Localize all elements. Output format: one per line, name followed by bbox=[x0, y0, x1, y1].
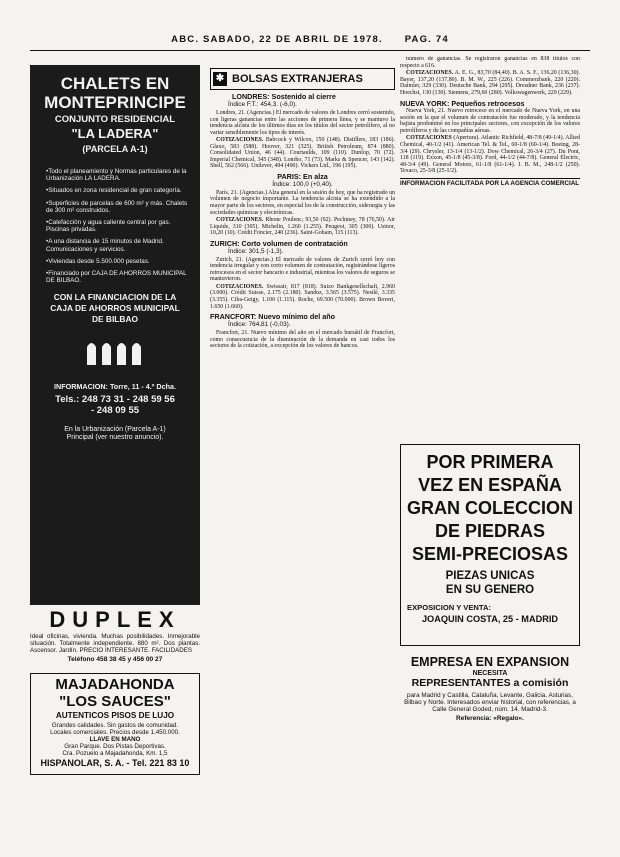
quotes-label: COTIZACIONES. bbox=[216, 283, 264, 290]
london-quotes: Babcock y Wilcox, 150 (148). Distillers, 183 (186). Glaxo, 583 (588). Hoover, 321 (325). British Petroleum, 874 (880). Consolidated Union, 46 (44). Courtaulds, 109 (110). Dunlop, 70 (72). Imperial Chemical, 345 (348). Lonrho, 71 (73). Marks & Spencer, 143 (142). Shell, 562 (566). Unilever, 494 (490). Vickers Ltd., 196 (195). bbox=[210, 137, 395, 170]
page-header bbox=[0, 34, 620, 50]
paris-headline: PARIS: En alza bbox=[277, 171, 328, 181]
agency-credit: INFORMACION FACILITADA POR LA AGENCIA COMERCIAL bbox=[400, 179, 580, 187]
stones-line-4: DE PIEDRAS bbox=[434, 521, 546, 541]
london-headline: LONDRES: Sostenido al cierre bbox=[232, 92, 336, 101]
sauces-company: HISPANOLAR, S. A. - Tel. 221 83 10 bbox=[40, 758, 190, 769]
list-item: • Superficies de parcelas de 600 m² y más. Chalets de 300 m² construidos. bbox=[46, 200, 190, 214]
stones-line-3: GRAN COLECCION bbox=[407, 498, 573, 518]
expansion-title: EMPRESA EN EXPANSION bbox=[410, 655, 570, 669]
expansion-text: para Madrid y Castilla, Cataluña, Levante, Galicia, Asturias, Bilbao y Norte. Interesados enviar historial, con referencias, a Calle General Goded, núm. 14. Madrid-3. bbox=[404, 692, 576, 714]
header-rule bbox=[30, 50, 590, 51]
sauces-town: MAJADAHONDA bbox=[55, 676, 175, 693]
list-item: • Todo el planeamiento y Normas particulares de la Urbanización LA LADERA. bbox=[46, 168, 190, 182]
zurich-body bbox=[210, 257, 395, 310]
newyork-quotes: (Apertura). Atlantic Richfield, 48-7/8 (49-1/4). Allied Chemical, 40-1/2 (41). American Tel. & Tel., 60-1/8 (60-1/4). Boeing, 28-3/4 (29). Chrysler, 13-1/4 (13-1/2). Dow Chemical, 26-3/4 (27). Du Pont, 118 (119). Exxon, 45-1/8 (45-3/8). Ford, 44-1/2 (44-7/8). General Electric, 48-3/4 (49). General Motors, 61-1/8 (61-1/4). I. B. M., 248-1/2 (250). Texaco, 25-3/8 (25-1/2). bbox=[400, 135, 580, 175]
stones-address: JOAQUIN COSTA, 25 - MADRID bbox=[421, 614, 559, 624]
frankfort-headline: FRANCFORT: Nuevo mínimo del año bbox=[210, 312, 335, 322]
stones-line-2: VEZ EN ESPAÑA bbox=[418, 475, 562, 495]
page-number: PAG. 74 bbox=[404, 34, 449, 45]
stones-line-1: POR PRIMERA bbox=[426, 452, 554, 472]
chalets-ad bbox=[30, 65, 200, 605]
london-index: Índice F.T.: 454,3. (-6,0). bbox=[228, 101, 297, 108]
list-item: • Calefacción y agua caliente central por gas. Piscinas privadas. bbox=[46, 219, 190, 233]
chalets-title: CHALETS EN bbox=[60, 74, 170, 93]
chalets-bullet-list bbox=[46, 168, 190, 284]
paris-text: París, 21. (Agencias.) Alza general en la sesión de hoy, que ha registrado un volumen de negocio importante. La tendencia alcista se ha extendido a la mayor parte de los sectores, en especial los de la construcción, siderurgia y las sociedades químicas y electrónicas. bbox=[210, 189, 395, 216]
frankfort-continued bbox=[400, 56, 580, 96]
chalets-site: En la Urbanización (Parcela A-1) bbox=[64, 426, 166, 434]
expansion-ad bbox=[400, 655, 580, 775]
zurich-index: Índice: 301,5 (-1,3). bbox=[228, 247, 284, 255]
header-date: ABC. SABADO, 22 DE ABRIL DE 1978. bbox=[171, 34, 383, 45]
bolsas-column-right bbox=[400, 56, 580, 436]
stones-line-7: EN SU GENERO bbox=[445, 584, 535, 596]
sauces-ad bbox=[30, 673, 200, 775]
paris-quotes: Rhone Poulenc, 93,50 (92). Pechiney, 78 (76,50). Air Liquide, 310 (305). Michelin, 1.260 (1.255). Peugeot, 305 (300). Usinor, 10,20 (10). Crédit Foncier, 240 (236). Saint-Gobain, 115 (113). bbox=[210, 217, 395, 237]
frankfort-body bbox=[210, 330, 395, 350]
sauces-subtitle: AUTENTICOS PISOS DE LUJO bbox=[55, 711, 175, 720]
duplex-title: DUPLEX bbox=[49, 608, 181, 632]
london-body bbox=[210, 110, 395, 170]
quotes-label: COTIZACIONES. bbox=[406, 70, 454, 77]
stones-line-6: PIEZAS UNICAS bbox=[445, 570, 535, 582]
quotes-label: COTIZACIONES. bbox=[216, 217, 264, 224]
duplex-phone: Teléfono 458 38 45 y 456 00 27 bbox=[67, 655, 163, 663]
duplex-text: Ideal oficinas, vivienda. Muchas posibilidades. Inmejorable situación. Totalmente independiente. 880 m². Dos plantas. Ascensor. Jardín. PRECIO INTERESANTE. FACILIDADES bbox=[30, 633, 200, 654]
chalets-phones: Tels.: 248 73 31 - 248 59 56 bbox=[55, 394, 175, 406]
chalets-site-2: Principal (ver nuestro anuncio). bbox=[66, 434, 164, 442]
list-item: Gran Parque. Dos Pistas Deportivas. bbox=[64, 743, 166, 751]
expansion-reps: REPRESENTANTES a comisión bbox=[411, 677, 569, 689]
continued-text: número de ganancias. Se registraron ganancias en 838 títulos con respecto a 616. bbox=[400, 56, 580, 69]
list-item: • Situados en zona residencial de gran categoría. bbox=[46, 187, 190, 194]
list-item: Grandes calidades. Sin gastos de comunidad. bbox=[51, 722, 179, 729]
list-item: • Financiado por CAJA DE AHORROS MUNICIPAL DE BILBAO. bbox=[46, 270, 190, 284]
paris-index: Índice: 100,0 (+0,40). bbox=[272, 180, 333, 188]
bank-logo-icon bbox=[83, 337, 147, 367]
london-text: Londres, 21. (Agencias.) El mercado de valores de Londres cerró sostenido, con ligeras ganancias entre las acciones de primera línea, y se mantuvo la tendencia alcista de los últimos días en los títulos del sector petrolífero, al no variar sensiblemente los tipos de interés. bbox=[210, 110, 395, 136]
bolsas-column bbox=[210, 68, 395, 828]
stones-line-5: SEMI-PRECIOSAS bbox=[411, 544, 569, 564]
list-item: • A una distancia de 15 minutos de Madrid. Comunicaciones y servicios. bbox=[46, 238, 190, 252]
zurich-headline: ZURICH: Corto volumen de contratación bbox=[210, 238, 348, 248]
chalets-parcel: (PARCELA A-1) bbox=[82, 144, 148, 154]
list-item: Cra. Pozuelo a Majadahonda, Km. 1,5 bbox=[62, 750, 168, 758]
frankfort-index: Índice: 764,81 (-0,03). bbox=[228, 321, 291, 329]
list-item: Locales comerciales. Precios desde 1.450.000. bbox=[50, 729, 180, 737]
chalets-subtitle: CONJUNTO RESIDENCIAL bbox=[54, 114, 176, 125]
sauces-title: "LOS SAUCES" bbox=[59, 693, 171, 710]
bolsas-title-box bbox=[210, 68, 395, 90]
zurich-text: Zurich, 21. (Agencias.) El mercado de valores de Zurich cerró hoy con tendencia irregular y con corto volumen de contratación, registrándose ligeros retrocesos en el sector bancario e industrial, mientras los valores de seguros se mantuvieron. bbox=[210, 256, 395, 283]
quotes-label: COTIZACIONES. bbox=[216, 137, 264, 144]
newyork-headline: NUEVA YORK: Pequeños retrocesos bbox=[400, 99, 525, 109]
chalets-financing: CON LA FINANCIACION DE LA CAJA DE AHORROS MUNICIPAL DE BILBAO bbox=[50, 292, 180, 325]
expansion-needs: NECESITA bbox=[472, 670, 508, 677]
paris-body bbox=[210, 190, 395, 237]
frankfort-text: Francfort, 21. Nuevo mínimo del año en el mercado bursátil de Francfort, como consecuencia de la disminución de la demanda en casi todos los sectores de la cotización, a excepción de los valores de bancos. bbox=[210, 330, 395, 350]
bolsas-star-icon: ✱ bbox=[213, 72, 227, 86]
chalets-phones-2: - 248 09 55 bbox=[90, 405, 140, 417]
bank-logo bbox=[30, 337, 200, 372]
list-item: • Viviendas desde 5.500.000 pesetas. bbox=[46, 258, 190, 265]
chalets-location: MONTEPRINCIPE bbox=[44, 93, 186, 112]
chalets-info: INFORMACION: Torre, 11 - 4.º Dcha. bbox=[54, 382, 176, 392]
expansion-ref: Referencia: «Regalo». bbox=[456, 714, 524, 722]
section-title: BOLSAS EXTRANJERAS bbox=[232, 73, 363, 85]
duplex-ad bbox=[30, 608, 200, 668]
chalets-complex-name: "LA LADERA" bbox=[71, 126, 159, 141]
stones-ad bbox=[400, 444, 580, 646]
list-item: LLAVE EN MANO bbox=[89, 736, 141, 744]
frankfort-quotes: A. E. G., 83,70 (84,40). B. A. S. F., 136,20 (136,30). Bayer, 137,20 (137,80). B. M. W., 225 (226). Commerzbank, 220 (220). Daimler, 329 (330). Deutsche Bank, 294 (295). Dresdner Bank, 236 (237). Hoechst, 130 (130). Siemens, 279,60 (280). Volkswagenwerk, 229 (229). bbox=[400, 70, 580, 96]
newyork-text: Nueva York, 21. Nuevo retroceso en el mercado de Nueva York, en una sesión en la que el volumen de contratación fue moderado, y la tendencia bajista predominó en los principales sectores, con excepción de los valores petrolíferos y de las compañías aéreas. bbox=[400, 108, 580, 134]
zurich-quotes: Swissair, 817 (818). Suizo Bankgesellschaft, 2.960 (3.000). Crédit Suisse, 2.175 (2.180). Sandoz, 3.565 (3.575). Nestlé, 3.335 (3.355). Ciba-Geigy, 1.100 (1.115). Roche, 69.500 (70.000). Brown Boveri, 1.650 (1.660). bbox=[210, 283, 395, 310]
quotes-label: COTIZACIONES bbox=[406, 135, 452, 142]
stones-line-8: EXPOSICION Y VENTA: bbox=[407, 603, 491, 612]
newyork-body bbox=[400, 108, 580, 174]
